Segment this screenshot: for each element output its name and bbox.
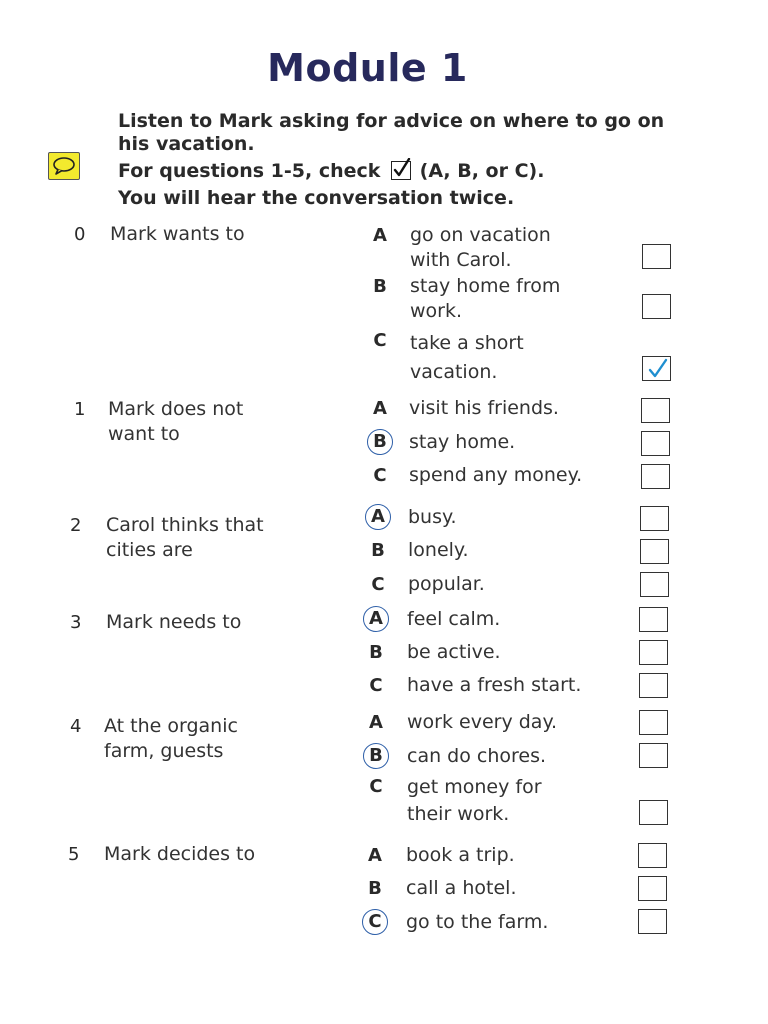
option-line: go to the farm.	[406, 911, 549, 933]
answer-checkbox[interactable]	[639, 710, 668, 735]
option-text	[407, 673, 627, 698]
option-letter: A	[373, 225, 387, 246]
prompt-line: Mark decides to	[104, 843, 256, 865]
option-text	[410, 329, 630, 387]
option-letter: C	[371, 574, 385, 595]
option-line: busy.	[408, 506, 457, 528]
instruction-line-1: Listen to Mark asking for advice on where to go on	[118, 110, 665, 132]
speech-bubble-icon	[48, 152, 80, 180]
option-text	[408, 572, 628, 597]
option-line: go on vacation	[410, 224, 551, 246]
prompt-line: Carol thinks that	[106, 514, 264, 536]
answer-checkbox[interactable]	[639, 673, 668, 698]
question-prompt	[106, 610, 326, 635]
option-letter: B	[368, 878, 382, 899]
option-line: be active.	[407, 641, 501, 663]
option-line: stay home from	[410, 275, 561, 297]
question-number: 1	[74, 399, 86, 420]
option-line: vacation.	[410, 361, 498, 383]
option-line: take a short	[410, 332, 524, 354]
option-text	[406, 876, 626, 901]
answer-checkbox[interactable]	[642, 356, 671, 381]
option-line: spend any money.	[409, 464, 583, 486]
option-text	[407, 607, 627, 632]
answer-checkbox[interactable]	[641, 398, 670, 423]
answer-checkbox[interactable]	[638, 843, 667, 868]
prompt-line: Mark does not	[108, 398, 244, 420]
option-letter: C	[373, 465, 387, 486]
prompt-line: Mark needs to	[106, 611, 242, 633]
answer-checkbox[interactable]	[642, 244, 671, 269]
answer-checkbox[interactable]	[638, 876, 667, 901]
instruction-line-3-end: (A, B, or C).	[419, 160, 545, 182]
option-line: feel calm.	[407, 608, 501, 630]
option-letter: A	[368, 845, 382, 866]
instruction-line-3	[118, 160, 544, 182]
answer-checkbox[interactable]	[641, 431, 670, 456]
answer-checkbox[interactable]	[641, 464, 670, 489]
option-letter-circled: A	[365, 504, 391, 530]
check-icon	[391, 161, 411, 180]
question-number: 3	[70, 612, 82, 633]
question-number: 0	[74, 224, 86, 245]
question-prompt	[110, 222, 330, 247]
option-line: with Carol.	[410, 249, 512, 271]
option-line: work every day.	[407, 711, 558, 733]
option-text	[409, 396, 629, 421]
option-text	[408, 538, 628, 563]
option-line: lonely.	[408, 539, 469, 561]
instruction-line-3-start: For questions 1-5, check	[118, 160, 381, 182]
option-line: call a hotel.	[406, 877, 517, 899]
prompt-line: cities are	[106, 539, 193, 561]
option-letter: A	[373, 398, 387, 419]
answer-checkbox[interactable]	[640, 572, 669, 597]
option-text	[407, 744, 627, 769]
question-number: 2	[70, 515, 82, 536]
option-text	[410, 223, 630, 273]
prompt-line: want to	[108, 423, 180, 445]
option-text	[406, 843, 626, 868]
option-letter-circled: A	[363, 606, 389, 632]
option-letter-circled: C	[362, 909, 388, 935]
page-title: Module 1	[267, 46, 468, 90]
question-number: 5	[68, 844, 80, 865]
answer-checkbox[interactable]	[639, 743, 668, 768]
instruction-line-2: his vacation.	[118, 133, 255, 155]
question-prompt	[108, 397, 328, 447]
option-text	[407, 710, 627, 735]
option-text	[407, 774, 627, 828]
answer-checkbox[interactable]	[639, 800, 668, 825]
option-text	[409, 463, 629, 488]
answer-checkbox[interactable]	[640, 539, 669, 564]
option-text	[406, 910, 626, 935]
question-prompt	[104, 714, 324, 764]
option-text	[407, 640, 627, 665]
option-line: popular.	[408, 573, 485, 595]
option-letter: C	[373, 330, 387, 351]
prompt-line: farm, guests	[104, 740, 224, 762]
option-letter: B	[369, 642, 383, 663]
instruction-line-4: You will hear the conversation twice.	[118, 187, 515, 209]
question-prompt	[104, 842, 324, 867]
option-letter: C	[369, 776, 383, 797]
option-line: their work.	[407, 803, 510, 825]
question-prompt	[106, 513, 326, 563]
option-letter-circled: B	[363, 743, 389, 769]
question-number: 4	[70, 716, 82, 737]
option-letter: C	[369, 675, 383, 696]
option-letter: A	[369, 712, 383, 733]
option-line: can do chores.	[407, 745, 547, 767]
prompt-line: At the organic	[104, 715, 238, 737]
option-letter-circled: B	[367, 429, 393, 455]
check-icon	[647, 358, 669, 380]
option-line: work.	[410, 300, 463, 322]
option-text	[410, 274, 630, 324]
answer-checkbox[interactable]	[638, 909, 667, 934]
option-letter: B	[371, 540, 385, 561]
option-line: visit his friends.	[409, 397, 559, 419]
answer-checkbox[interactable]	[642, 294, 671, 319]
option-line: get money for	[407, 776, 542, 798]
answer-checkbox[interactable]	[640, 506, 669, 531]
answer-checkbox[interactable]	[639, 640, 668, 665]
answer-checkbox[interactable]	[639, 607, 668, 632]
option-letter: B	[373, 276, 387, 297]
prompt-line: Mark wants to	[110, 223, 245, 245]
option-line: book a trip.	[406, 844, 515, 866]
option-text	[408, 505, 628, 530]
option-line: stay home.	[409, 431, 516, 453]
option-line: have a fresh start.	[407, 674, 582, 696]
option-text	[409, 430, 629, 455]
